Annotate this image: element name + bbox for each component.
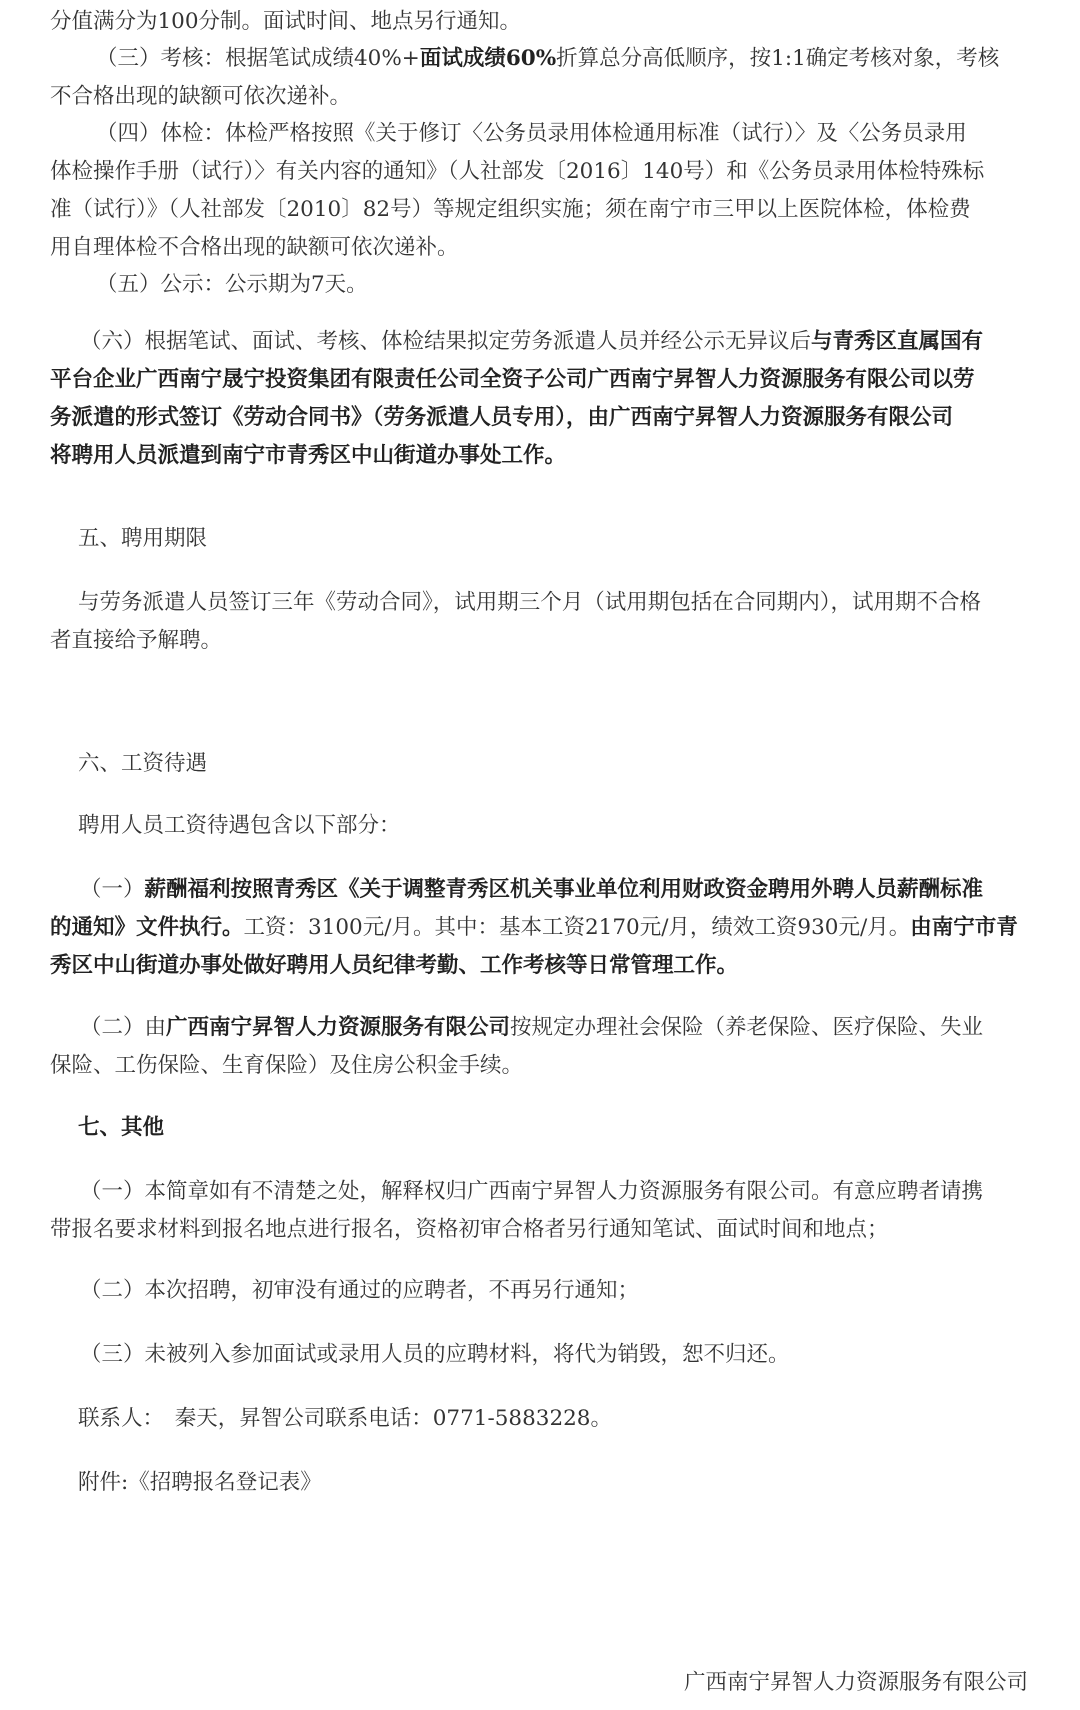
paragraph-dispatch: （六）根据笔试、面试、考核、体检结果拟定劳务派遣人员并经公示无异议后与青秀区直属国有 平台企业广西南宁晟宁投资集团有限责任公司全资子公司广西南宁昇智人力资源服务有限公司以劳 务派遣的形式签订《劳动合同书》（劳务派遣人员专用），由广西南宁昇智人力资源服务有限公司 将聘用人员派遣到南宁市青秀区中山街道办事处工作。	[50, 329, 984, 468]
heading-employment-term: 五、聘用期限	[78, 526, 208, 551]
contact-line: 联系人： 秦天，昇智公司联系电话：0771-5883228。	[78, 1406, 612, 1431]
paragraph-other-3: （三）未被列入参加面试或录用人员的应聘材料，将代为销毁，恕不归还。	[80, 1342, 790, 1367]
paragraph-publicity: （五）公示：公示期为7天。	[96, 272, 368, 297]
paragraph-physical-exam: （四）体检：体检严格按照《关于修订〈公务员录用体检通用标准（试行）〉及〈公务员录用 体检操作手册（试行）〉有关内容的通知》（人社部发〔2016〕140号）和《公务员录用体检特殊标 准（试行）》（人社部发〔2010〕82号）等规定组织实施；须在南宁市三甲以上医院体检，体检费 用自理体检不合格出现的缺额可依次递补。	[50, 121, 985, 260]
paragraph-salary-1: （一）薪酬福利按照青秀区《关于调整青秀区机关事业单位利用财政资金聘用外聘人员薪酬标准 的通知》文件执行。工资：3100元/月。其中：基本工资2170元/月，绩效工资930元/月。由南宁市青 秀区中山街道办事处做好聘用人员纪律考勤、工作考核等日常管理工作。	[50, 877, 1018, 978]
paragraph-salary-2: （二）由广西南宁昇智人力资源服务有限公司按规定办理社会保险（养老保险、医疗保险、失业 保险、工伤保险、生育保险）及住房公积金手续。	[50, 1015, 984, 1078]
signature-company: 广西南宁昇智人力资源服务有限公司	[683, 1670, 1028, 1695]
paragraph-salary-intro: 聘用人员工资待遇包含以下部分：	[78, 813, 401, 838]
heading-other: 七、其他	[78, 1115, 165, 1140]
paragraph-employment-term: 与劳务派遣人员签订三年《劳动合同》，试用期三个月（试用期包括在合同期内），试用期不合格 者直接给予解聘。	[50, 590, 982, 653]
paragraph-score: 分值满分为100分制。面试时间、地点另行通知。	[50, 9, 522, 34]
heading-salary: 六、工资待遇	[78, 751, 208, 776]
paragraph-assessment: （三）考核：根据笔试成绩40%+面试成绩60%折算总分高低顺序，按1:1确定考核对象，考核 不合格出现的缺额可依次递补。	[50, 46, 1000, 109]
paragraph-other-1: （一）本简章如有不清楚之处，解释权归广西南宁昇智人力资源服务有限公司。有意应聘者请携 带报名要求材料到报名地点进行报名，资格初审合格者另行通知笔试、面试时间和地点；	[50, 1179, 984, 1242]
paragraph-other-2: （二）本次招聘，初审没有通过的应聘者，不再另行通知；	[80, 1278, 640, 1303]
attachment-line: 附件:《招聘报名登记表》	[78, 1470, 322, 1495]
